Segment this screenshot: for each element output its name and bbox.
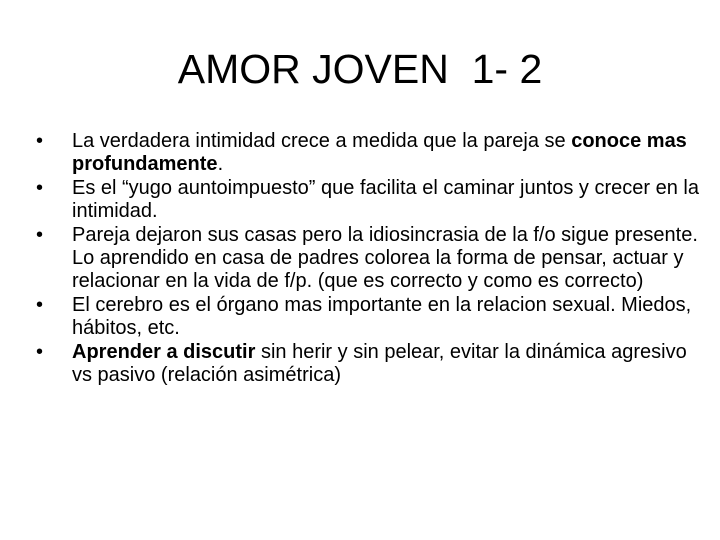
- bullet-marker: •: [36, 130, 44, 152]
- bullet-text: Pareja dejaron sus casas pero la idiosincrasia de la f/o sigue presente. Lo aprendido en casa de padres colorea la forma de pensar, actuar y relacionar en la vida de f/p. (que es correcto y como es correcto): [72, 223, 698, 293]
- bullet-emphasis: Aprender a discutir: [72, 340, 256, 363]
- bullet-text: La verdadera intimidad crece a medida que la pareja se: [72, 130, 572, 152]
- bullet-item: [36, 224, 706, 294]
- bullet-text-end: sin herir y sin pelear, evitar la dinámica agresivo vs pasivo (relación asimétrica): [72, 340, 687, 387]
- bullet-emphasis: conoce mas profundamente: [72, 130, 687, 176]
- bullet-item: [36, 294, 706, 341]
- bullet-item: [36, 130, 706, 177]
- bullet-text-end: .: [217, 153, 224, 176]
- bullet-item: [36, 341, 706, 388]
- bullet-text: Es el “yugo auntoimpuesto” que facilita el caminar juntos y crecer en la intimidad.: [72, 176, 699, 223]
- bullet-text: El cerebro es el órgano mas importante en la relacion sexual. Miedos, hábitos, etc.: [72, 293, 692, 340]
- bullet-marker: •: [36, 340, 44, 363]
- slide-title: AMOR JOVEN 1- 2: [177, 46, 543, 92]
- bullet-marker: •: [36, 176, 44, 199]
- bullet-item: [36, 177, 706, 224]
- bullet-marker: •: [36, 293, 44, 316]
- bullet-marker: •: [36, 223, 44, 246]
- bullet-list: [36, 130, 706, 387]
